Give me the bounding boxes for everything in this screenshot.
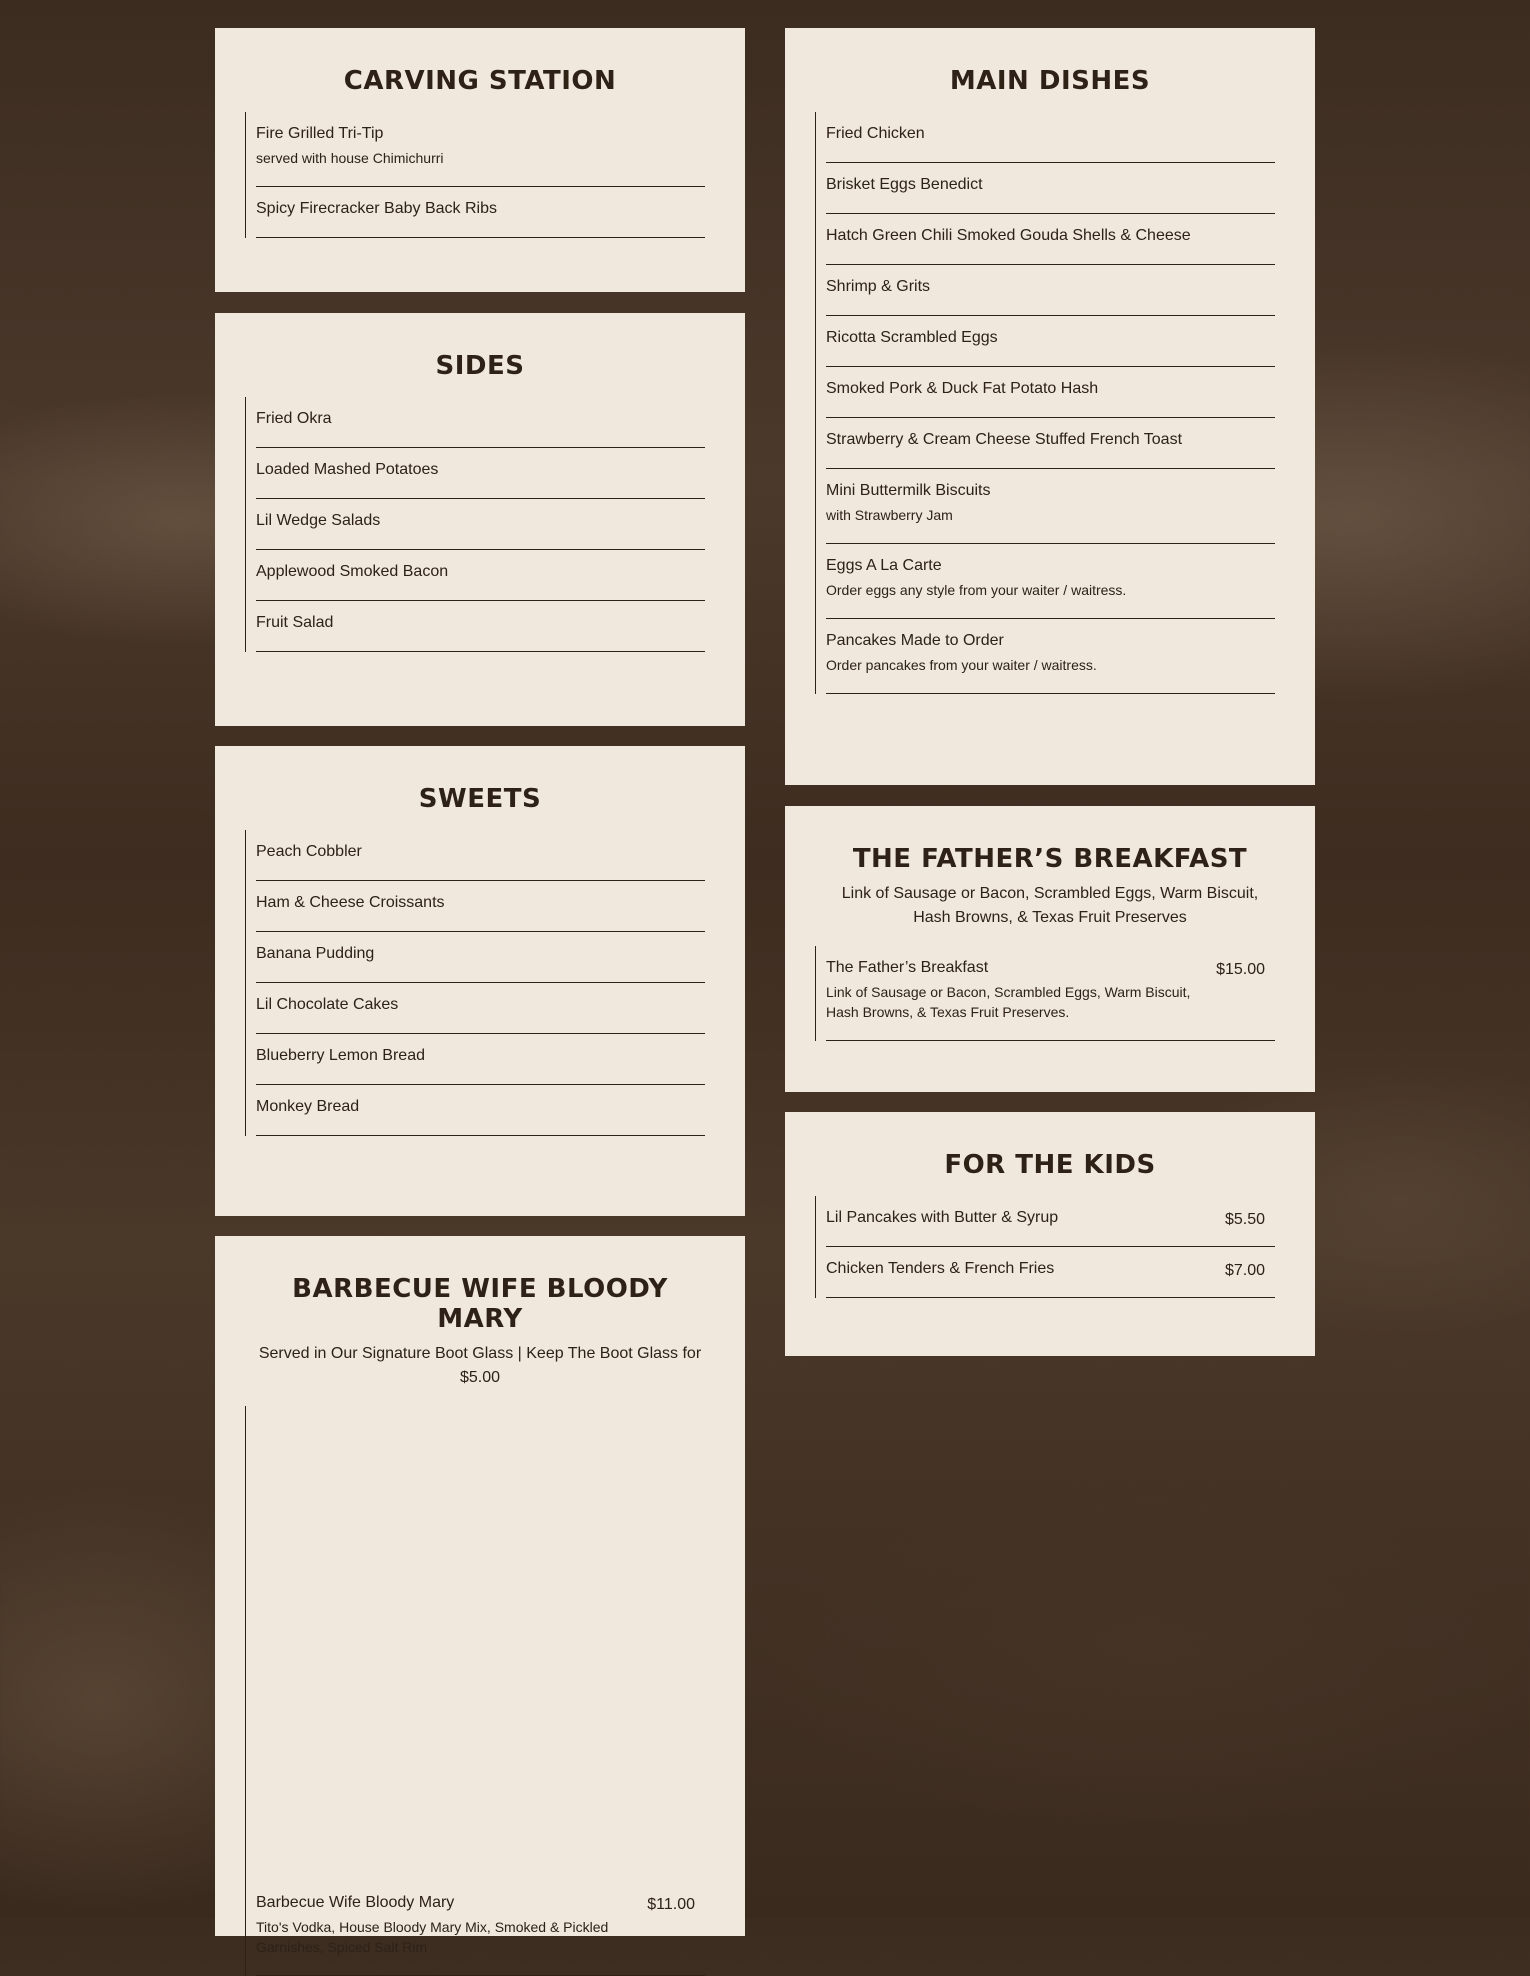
section-subtitle: Link of Sausage or Bacon, Scrambled Eggs, Warm Biscuit, Hash Browns, & Texas Fruit Preserves	[841, 885, 1259, 926]
carving-station-card	[215, 28, 745, 292]
menu-item-name: Smoked Pork & Duck Fat Potato Hash	[826, 380, 1099, 397]
menu-item	[256, 1034, 705, 1085]
sides-card	[215, 313, 745, 726]
section-title: THE FATHER’S BREAKFAST	[852, 844, 1248, 874]
menu-item-name: Barbecue Wife Bloody Mary	[256, 1894, 455, 1911]
menu-list	[245, 830, 705, 1136]
menu-list	[245, 1406, 705, 1976]
section-subtitle: Served in Our Signature Boot Glass | Keep The Boot Glass for $5.00	[258, 1345, 702, 1386]
menu-item-name: Fried Okra	[256, 410, 332, 427]
menu-item	[256, 112, 705, 187]
menu-item-name: Applewood Smoked Bacon	[256, 563, 449, 580]
menu-item	[826, 619, 1275, 694]
menu-item	[256, 1085, 705, 1136]
menu-item	[826, 163, 1275, 214]
menu-item-name: Brisket Eggs Benedict	[826, 176, 983, 193]
menu-item-price: $5.50	[1224, 1211, 1265, 1228]
menu-item-name: Lil Chocolate Cakes	[256, 996, 399, 1013]
section-title: SIDES	[435, 351, 525, 381]
menu-item-name: Lil Pancakes with Butter & Syrup	[826, 1209, 1059, 1226]
menu-item	[256, 830, 705, 881]
menu-item-description: Order pancakes from your waiter / waitress.	[826, 657, 1097, 673]
fathers-breakfast-card	[785, 806, 1315, 1092]
menu-item	[826, 418, 1275, 469]
menu-item-name: Fried Chicken	[826, 125, 925, 142]
main-dishes-card	[785, 28, 1315, 785]
menu-item-name: Eggs A La Carte	[826, 557, 942, 574]
menu-item-name: Fruit Salad	[256, 614, 334, 631]
menu-list	[815, 112, 1275, 694]
for-the-kids-card	[785, 1112, 1315, 1356]
section-title: FOR THE KIDS	[944, 1150, 1156, 1180]
menu-item	[826, 946, 1275, 1041]
menu-item	[256, 932, 705, 983]
menu-item-name: Chicken Tenders & French Fries	[826, 1260, 1055, 1277]
menu-item	[826, 1247, 1275, 1298]
menu-item	[826, 1196, 1275, 1247]
menu-item-name: Spicy Firecracker Baby Back Ribs	[256, 200, 497, 217]
menu-item-price: $11.00	[647, 1896, 695, 1913]
menu-list	[245, 112, 705, 238]
menu-item-description: served with house Chimichurri	[256, 150, 444, 166]
menu-item	[826, 214, 1275, 265]
menu-item-name: Fire Grilled Tri-Tip	[256, 125, 384, 142]
menu-item	[256, 499, 705, 550]
menu-item-name: Mini Buttermilk Biscuits	[826, 482, 991, 499]
menu-item	[256, 1881, 705, 1976]
menu-list	[815, 946, 1275, 1041]
menu-item-name: Peach Cobbler	[256, 843, 362, 860]
menu-item	[826, 316, 1275, 367]
section-title: CARVING STATION	[343, 66, 617, 96]
menu-item	[826, 544, 1275, 619]
bloody-mary-card	[215, 1236, 745, 1955]
menu-item-name: Ham & Cheese Croissants	[256, 894, 445, 911]
menu-item	[256, 601, 705, 652]
section-title: SWEETS	[418, 784, 542, 814]
menu-item	[256, 983, 705, 1034]
menu-item-description: Order eggs any style from your waiter / waitress.	[826, 582, 1127, 598]
menu-item	[256, 881, 705, 932]
menu-item-price: $7.00	[1224, 1262, 1265, 1279]
menu-item-name: Blueberry Lemon Bread	[256, 1047, 425, 1064]
menu-item-description: Link of Sausage or Bacon, Scrambled Eggs, Warm Biscuit, Hash Browns, & Texas Fruit Preserves.	[826, 984, 1191, 1020]
menu-item-name: Shrimp & Grits	[826, 278, 931, 295]
section-title: MAIN DISHES	[949, 66, 1151, 96]
menu-list	[815, 1196, 1275, 1298]
menu-item	[256, 397, 705, 448]
menu-item-description: Tito's Vodka, House Bloody Mary Mix, Smoked & Pickled Garnishes, Spiced Salt Rim	[256, 1919, 609, 1955]
section-title: BARBECUE WIFE BLOODY MARY	[292, 1274, 668, 1334]
menu-item	[256, 448, 705, 499]
menu-item-name: Strawberry & Cream Cheese Stuffed French Toast	[826, 431, 1183, 448]
menu-item	[826, 265, 1275, 316]
menu-item-name: The Father’s Breakfast	[826, 959, 989, 976]
menu-item-name: Monkey Bread	[256, 1098, 360, 1115]
menu-item	[826, 367, 1275, 418]
sweets-card	[215, 746, 745, 1216]
menu-item-name: Loaded Mashed Potatoes	[256, 461, 439, 478]
menu-item-description: with Strawberry Jam	[826, 507, 953, 523]
menu-item	[256, 550, 705, 601]
menu-item-name: Hatch Green Chili Smoked Gouda Shells & Cheese	[826, 227, 1191, 244]
menu-item	[256, 187, 705, 238]
menu-item-name: Banana Pudding	[256, 945, 375, 962]
menu-item-name: Lil Wedge Salads	[256, 512, 381, 529]
menu-item	[826, 112, 1275, 163]
menu-item	[826, 469, 1275, 544]
menu-item-price: $15.00	[1216, 961, 1265, 978]
menu-list	[245, 397, 705, 652]
menu-item-name: Pancakes Made to Order	[826, 632, 1004, 649]
menu-item-name: Ricotta Scrambled Eggs	[826, 329, 998, 346]
